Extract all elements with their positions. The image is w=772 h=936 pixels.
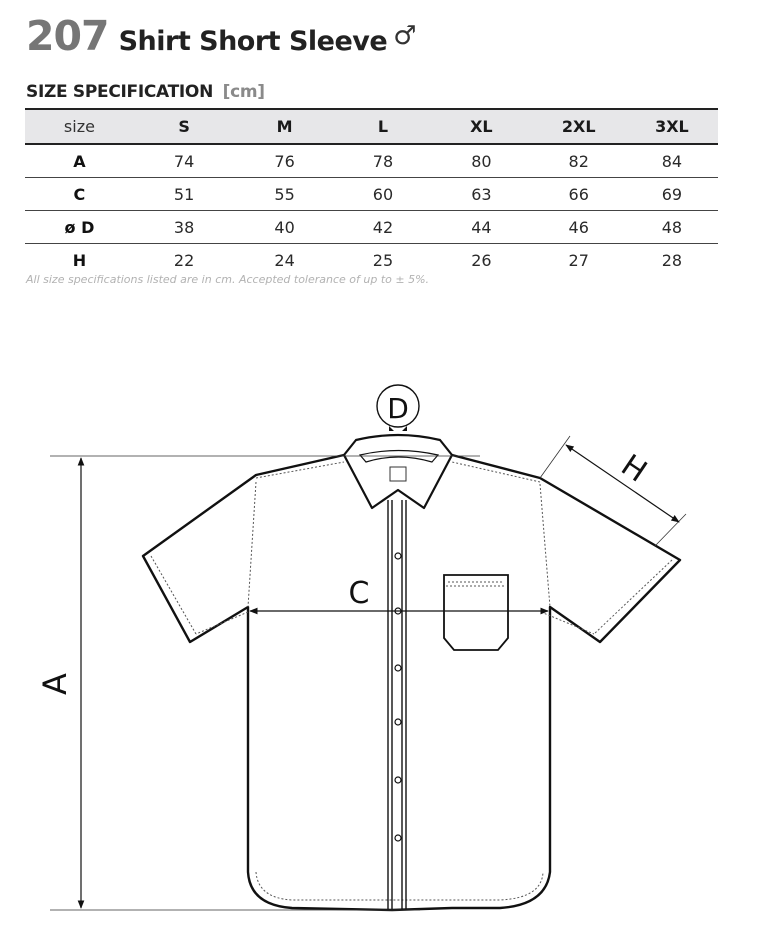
buttons <box>395 553 401 841</box>
table-cell: 40 <box>234 211 334 244</box>
table-cell: 76 <box>234 144 334 178</box>
size-s-header: S <box>134 109 234 144</box>
table-row <box>25 178 718 211</box>
table-row <box>25 244 718 277</box>
size-m-header: M <box>234 109 334 144</box>
button-placket <box>388 500 406 910</box>
row-label: A <box>25 144 134 178</box>
dimension-h-guide-top <box>540 436 570 478</box>
size-l-header: L <box>335 109 431 144</box>
size-table-header-row <box>25 109 718 144</box>
table-cell: 28 <box>661 250 683 270</box>
table-cell: 48 <box>626 211 718 244</box>
male-icon: ♂ <box>393 21 417 51</box>
row-label: C <box>25 178 134 211</box>
table-cell: 24 <box>274 250 295 270</box>
table-cell: 84 <box>626 144 718 178</box>
table-cell: 22 <box>173 250 195 270</box>
table-cell: 69 <box>626 178 718 211</box>
shirt-stitching <box>151 462 672 900</box>
table-row <box>25 144 718 178</box>
table-cell: 46 <box>532 211 626 244</box>
collar <box>344 435 452 508</box>
product-code: 207 <box>26 12 109 60</box>
table-cell: 26 <box>471 250 492 270</box>
table-cell: 66 <box>532 178 626 211</box>
size-3xl-header: 3XL <box>626 109 718 144</box>
table-cell: 63 <box>431 178 531 211</box>
table-cell: 82 <box>532 144 626 178</box>
product-header <box>26 12 417 60</box>
size-spec-title: SIZE SPECIFICATION <box>26 82 213 102</box>
size-spec-unit: [cm] <box>222 82 265 102</box>
table-cell: 44 <box>431 211 531 244</box>
table-cell: 38 <box>134 211 234 244</box>
table-cell: 25 <box>372 250 394 270</box>
product-title: Shirt Short Sleeve <box>118 26 388 57</box>
shirt-diagram <box>0 370 772 932</box>
size-table <box>25 108 718 276</box>
size-spec-heading <box>26 82 265 102</box>
table-cell: 55 <box>234 178 334 211</box>
dimension-d-label: D <box>387 392 409 425</box>
shirt-outline <box>143 455 680 910</box>
dimension-c-label: C <box>348 576 370 611</box>
table-cell: 78 <box>335 144 431 178</box>
table-cell: 51 <box>134 178 234 211</box>
row-label: ø D <box>25 211 134 244</box>
tolerance-note: All size specifications listed are in cm. Accepted tolerance of up to ± 5%. <box>26 273 430 286</box>
table-cell: 27 <box>568 250 589 270</box>
dimension-h-guide-bottom <box>655 514 686 546</box>
dimension-h-line <box>566 445 679 522</box>
row-label: H <box>72 250 87 270</box>
table-cell: 60 <box>335 178 431 211</box>
size-column-header: size <box>25 109 134 144</box>
table-cell: 42 <box>335 211 431 244</box>
size-xl-header: XL <box>431 109 531 144</box>
shirt-illustration <box>0 370 772 932</box>
dimension-h-label: H <box>614 447 653 490</box>
dimension-a-label: A <box>36 673 74 695</box>
table-cell: 80 <box>431 144 531 178</box>
table-cell: 74 <box>134 144 234 178</box>
size-2xl-header: 2XL <box>532 109 626 144</box>
table-row <box>25 211 718 244</box>
